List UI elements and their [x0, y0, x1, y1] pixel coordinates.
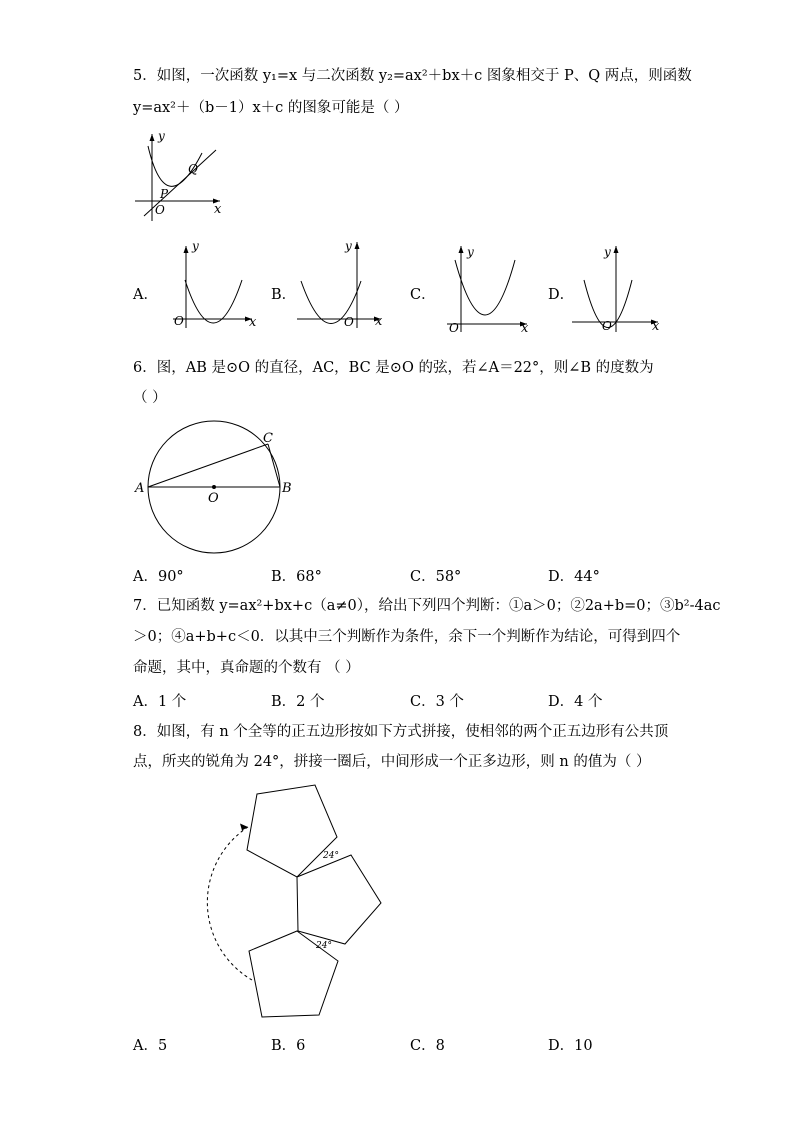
q7-stem-line2: ＞0；④a+b+c＜0．以其中三个判断作为条件，余下一个判断作为结论，可得到四个 [133, 629, 681, 645]
q7-option-a[interactable]: A．1 个 [133, 694, 187, 710]
q5-option-d-y-label: y [604, 245, 611, 259]
q5-fig-origin-label: O [155, 203, 165, 217]
q7-stem-line3: 命题，其中，真命题的个数有 （ ） [133, 660, 360, 676]
q5-option-d-origin-label: O [602, 319, 612, 333]
q8-option-b[interactable]: B．6 [271, 1038, 306, 1054]
q5-option-c-letter[interactable]: C． [410, 287, 436, 303]
q5-stem-line1: 5．如图，一次函数 y₁=x 与二次函数 y₂=ax²＋bx＋c 图象相交于 P、Q 两点，则函数 [133, 68, 692, 84]
q8-option-d[interactable]: D．10 [548, 1038, 593, 1054]
q8-stem-line2: 点，所夹的锐角为 24°，拼接一圈后，中间形成一个正多边形，则 n 的值为（ ） [133, 754, 651, 770]
q5-option-a-letter[interactable]: A． [133, 287, 158, 303]
q7-option-c[interactable]: C．3 个 [410, 694, 464, 710]
q5-option-b-x-label: x [375, 314, 383, 329]
q5-fig-q-label: Q [188, 162, 198, 176]
q5-fig-y-label: y [158, 129, 165, 143]
q5-option-a-y-label: y [192, 239, 199, 253]
q5-option-a-x-label: x [249, 315, 257, 330]
q5-option-b-letter[interactable]: B． [271, 287, 297, 303]
q7-options [133, 690, 693, 712]
q5-option-b-origin-label: O [344, 315, 354, 329]
q6-stem-line2: （ ） [133, 390, 167, 406]
q5-option-a-origin-label: O [174, 314, 184, 328]
q5-main-figure [130, 128, 230, 223]
q8-angle-label-top: 24° [323, 851, 339, 861]
q6-option-b[interactable]: B．68° [271, 569, 322, 585]
q7-stem-line1: 7．已知函数 y=ax²+bx+c（a≠0），给出下列四个判断：①a＞0；②2a+b=0；③b²-4ac [133, 598, 721, 614]
q8-pentagons-figure [145, 785, 390, 1025]
q5-option-c-graph[interactable] [445, 240, 535, 336]
q6-options [133, 565, 693, 587]
q8-stem-line1: 8．如图，有 n 个全等的正五边形按如下方式拼接，使相邻的两个正五边形有公共顶 [133, 724, 669, 740]
q5-option-b-graph[interactable] [295, 236, 390, 330]
q5-option-d-x-label: x [652, 319, 660, 334]
q6-option-a[interactable]: A．90° [133, 569, 184, 585]
q5-option-c-y-label: y [467, 245, 474, 259]
q8-options [133, 1034, 693, 1056]
q5-option-d-letter[interactable]: D． [548, 287, 575, 303]
q8-angle-label-bottom: 24° [316, 941, 332, 951]
q7-option-d[interactable]: D．4 个 [548, 694, 603, 710]
q8-option-a[interactable]: A．5 [133, 1038, 168, 1054]
q7-option-b[interactable]: B．2 个 [271, 694, 325, 710]
q5-option-c-origin-label: O [449, 321, 459, 335]
q5-option-b-y-label: y [345, 239, 352, 253]
q6-point-b-label: B [282, 481, 292, 496]
q6-stem-line1: 6．图，AB 是⊙O 的直径，AC，BC 是⊙O 的弦，若∠A＝22°，则∠B 的度数为 [133, 360, 654, 376]
q5-option-c-x-label: x [521, 321, 529, 336]
q5-fig-p-label: P [160, 187, 169, 201]
q5-option-d-graph[interactable] [568, 240, 663, 334]
q6-option-d[interactable]: D．44° [548, 569, 600, 585]
q5-option-a-graph[interactable] [170, 240, 265, 330]
q6-option-c[interactable]: C．58° [410, 569, 462, 585]
q6-point-c-label: C [263, 431, 273, 446]
q6-point-a-label: A [135, 481, 145, 496]
q6-center-o-label: O [208, 491, 219, 506]
q8-option-c[interactable]: C．8 [410, 1038, 445, 1054]
q6-circle-figure [130, 420, 300, 560]
q5-stem-line2: y=ax²＋（b－1）x＋c 的图象可能是（ ） [133, 100, 409, 116]
q5-fig-x-label: x [214, 202, 222, 217]
